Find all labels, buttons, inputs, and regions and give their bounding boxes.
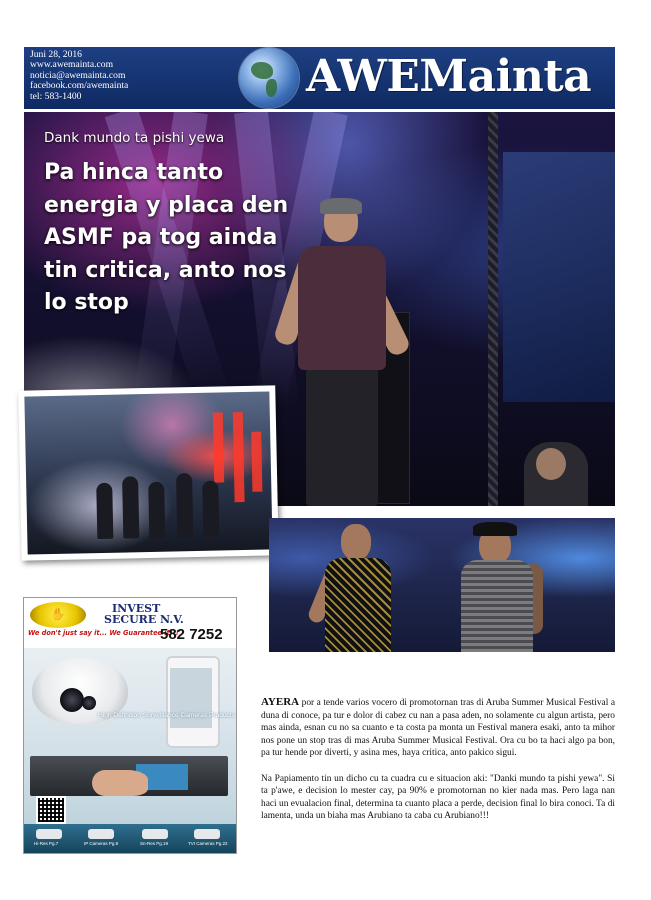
ad-company-line2: SECURE N.V. [104,613,184,626]
website-link[interactable]: www.awemainta.com [30,59,114,71]
camera-icon [88,829,114,839]
globe-icon [239,48,299,108]
hero-kicker: Dank mundo ta pishi yewa [44,130,225,146]
article-paragraph [261,696,615,760]
article-body [261,696,615,836]
phone-number: tel: 583-1400 [30,90,82,102]
article-lead-word: AYERA [261,696,300,708]
ad-phone: 582 7252 [160,626,223,643]
ad-company-line1: INVEST [112,602,161,615]
ad-product-caption: High Definition Surveillance Cameras Products [98,712,236,719]
ad-tagline: We don't just say it... We Guarantee it!!! [28,629,179,637]
duo-photo [269,518,615,652]
camera-icon [142,829,168,839]
hero-headline: Pa hinca tanto energia y placa den ASMF pa tog ainda tin critica, anto nos lo stop [44,160,289,315]
issue-date: Juni 28, 2016 [30,49,82,60]
performer-figure [282,202,402,506]
facebook-link[interactable]: facebook.com/awemainta [30,80,129,92]
hand-icon [92,770,148,796]
camera-icon [36,829,62,839]
masthead [24,47,615,109]
camera-label: TVI Cameras Pg.22 [188,841,228,846]
camera-label: IP Cameras Pg.9 [84,841,119,846]
stage-photo [18,385,279,560]
article-paragraph-2: Na Papiamento tin un dicho cu ta cuadra cu e situacion aki: "Danki mundo ta pishi yewa". Si ta p'awe, e decision lo mester cay, pa 90% e promotornan no kier nada mas. Pero laga nan haci un evualacion final, determina ta cuanto placa a perde, decision final lo bira conoci. Ta di lamenta, unda un biaha mas Arubiano ta caba cu Arubiano!!! [261,773,615,822]
camera-icon [194,829,220,839]
masthead-info [30,50,128,102]
camera-label: Sn-Res Pg.19 [140,841,169,846]
qr-code-icon [36,796,66,824]
article-paragraph-1: por a tende varios vocero di promotornan tras di Aruba Summer Musical Festival a duna di conoce, pa tur e dolor di cabez cu nan a pasa aden, no solamente cu algun artista, pero mas ainda, esnan cu no sa cuanto e ta costa pa monta un Festival manera esaki, anto ta mihor nos pone un stop tras di mas Aruba Summer Musical Festival. Ora cu bo ta haci algo pa bon, pa tur hende por diverti, y asina mes, haya critica, anto pakico sigui. [261,698,615,759]
advertisement[interactable]: ✋ INVEST SECURE N.V. We don't just say it... We Guarantee it!!! 582 7252 High Definition Surveillance Cameras Products Hi-Res Pg.7 IP Cameras Pg.9 Sn-Res Pg.19 TVI Cameras Pg.22 [23,597,237,854]
email-link[interactable]: noticia@awemainta.com [30,69,126,81]
brand-logo: AWEMainta [306,51,592,102]
camera-label: Hi-Res Pg.7 [34,841,59,846]
